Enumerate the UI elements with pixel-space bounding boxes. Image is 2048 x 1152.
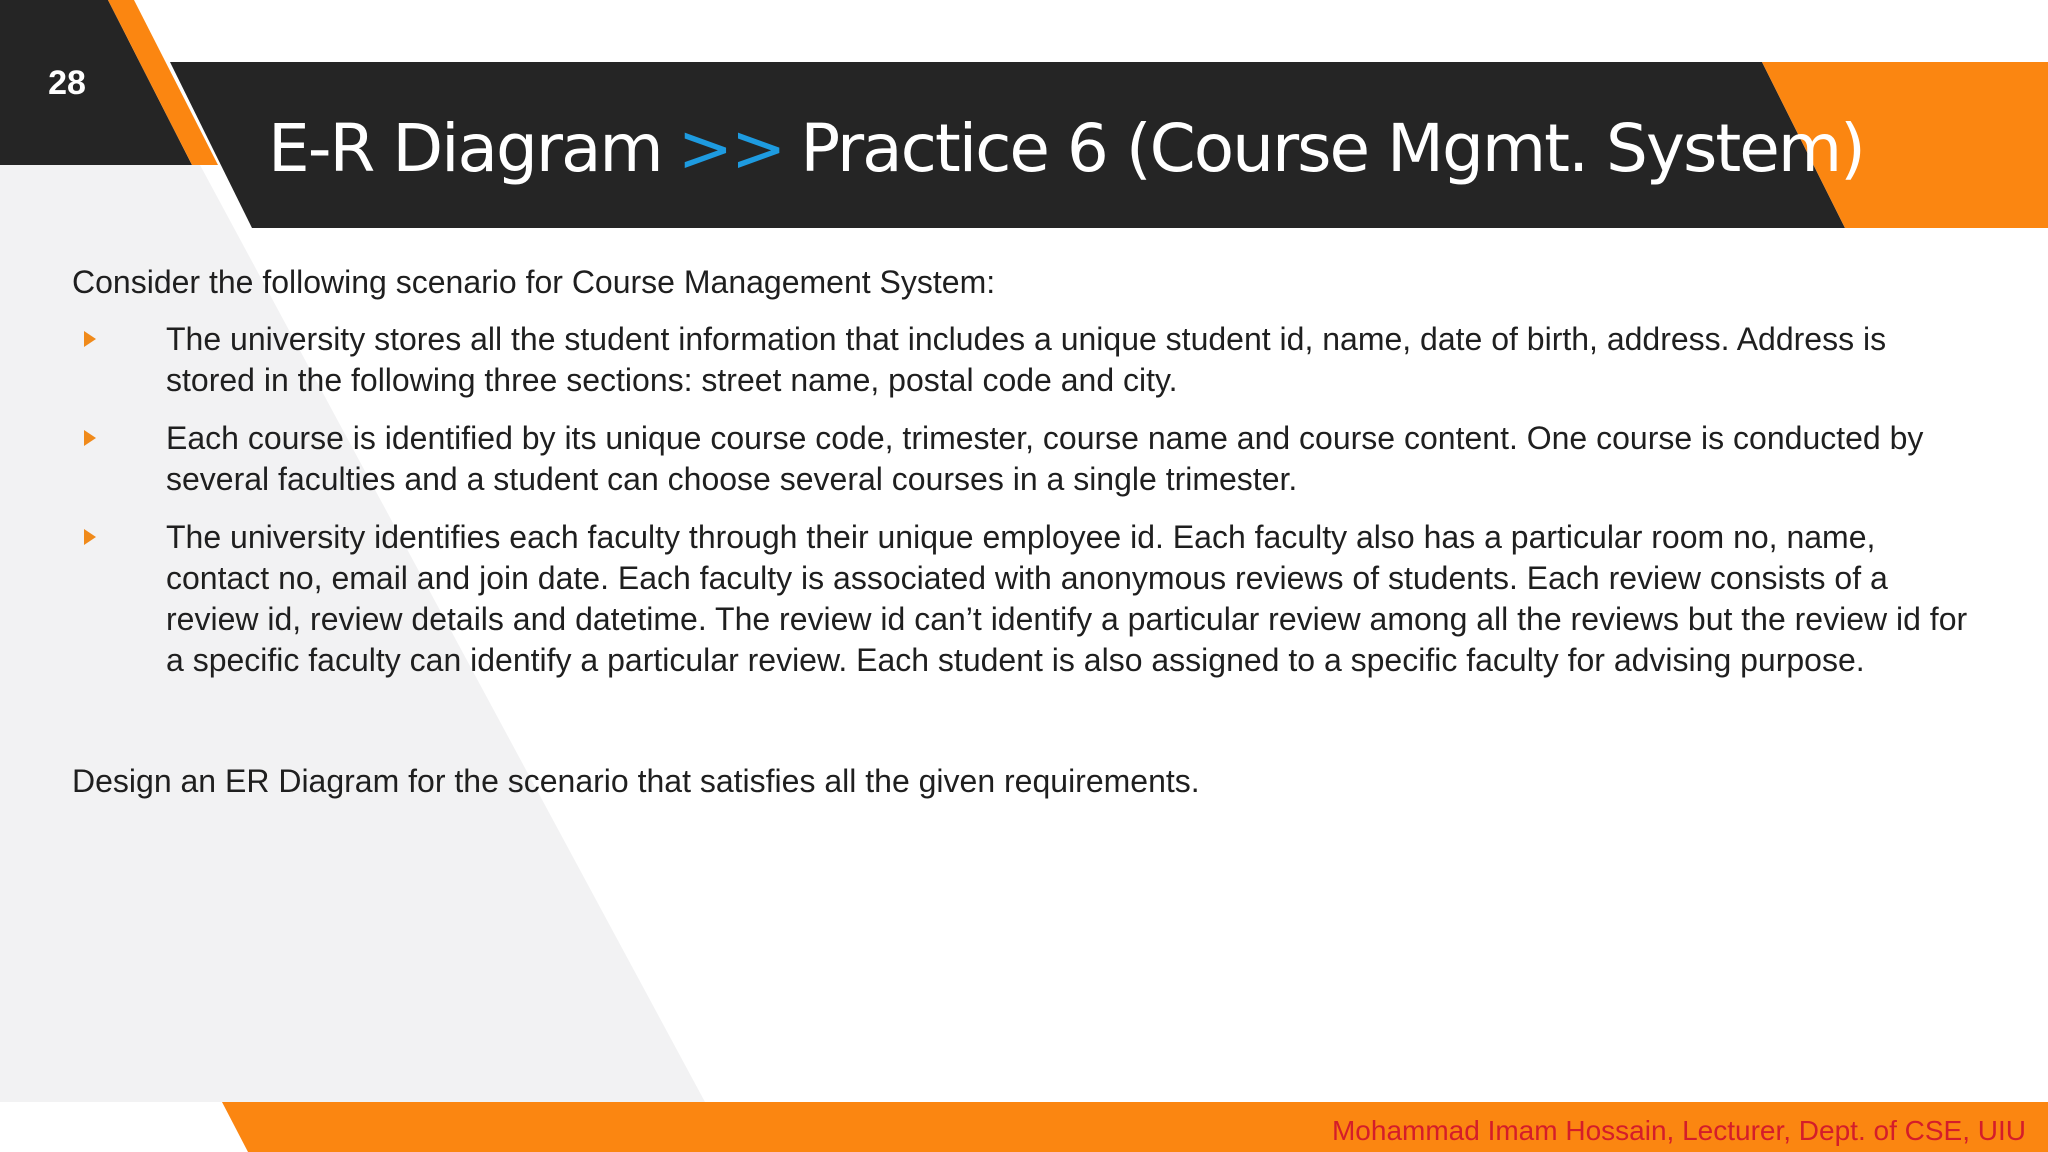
orange-triangle-icon — [84, 529, 96, 545]
title-separator: >> — [677, 110, 785, 187]
title-prefix: E-R Diagram — [268, 110, 662, 187]
bullet-item — [72, 418, 1972, 500]
slide-number: 28 — [48, 64, 86, 102]
closing-instruction: Design an ER Diagram for the scenario that satisfies all the given requirements. — [72, 763, 1200, 799]
footer-credit: Mohammad Imam Hossain, Lecturer, Dept. of CSE, UIU — [1331, 1115, 2026, 1146]
bullet-text: The university identifies each faculty through their unique employee id. Each faculty also has a particular room no, name, contact no, email and join date. Each faculty is associated with anonymous reviews of students. Each review consists of a review id, review details and datetime. The review id can’t identify a particular review among all the reviews but the review id for a specific faculty can identify a particular review. Each student is also assigned to a specific faculty for advising purpose. — [166, 519, 1968, 678]
title-suffix: Practice 6 (Course Mgmt. System) — [800, 110, 1864, 187]
bullet-text: Each course is identified by its unique course code, trimester, course name and course content. One course is conducted by several faculties and a student can choose several courses in a single trimester. — [166, 420, 1924, 497]
bullet-text: The university stores all the student information that includes a unique student id, name, date of birth, address. Address is stored in the following three sections: street name, postal code and city. — [166, 321, 1887, 398]
bullet-item — [72, 319, 1972, 401]
slide-title — [268, 104, 1864, 194]
orange-triangle-icon — [84, 331, 96, 347]
bullet-item — [72, 517, 1972, 681]
bullet-list — [72, 319, 1972, 681]
orange-triangle-icon — [84, 430, 96, 446]
intro-text: Consider the following scenario for Course Management System: — [72, 264, 996, 300]
slide-content — [72, 262, 1972, 802]
